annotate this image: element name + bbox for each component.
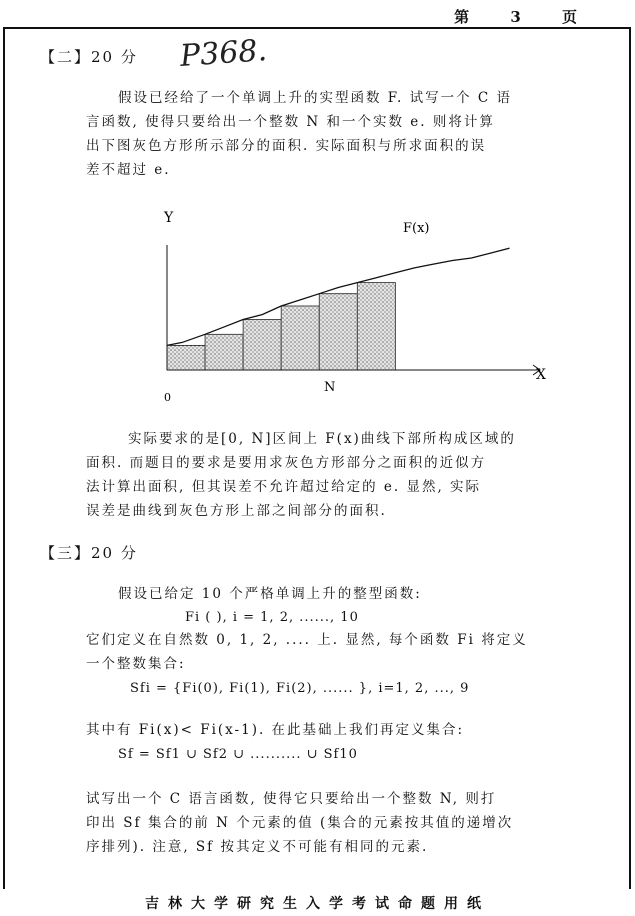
section2-line-4: 差不超过 e. — [86, 162, 171, 178]
x-axis-label: X — [536, 367, 546, 383]
section3-formula-1: Fi ( ), i = 1, 2, ......, 10 — [185, 610, 359, 625]
gray-area-bar — [281, 306, 319, 370]
section3-line-1: 假设已给定 10 个严格单调上升的整型函数: — [118, 586, 422, 602]
task-line-2: 印出 Sf 集合的前 N 个元素的值 (集合的元素按其值的递增次 — [86, 815, 514, 831]
section3-formula-2: Sfi = {Fi(0), Fi(1), Fi(2), ...... }, i=1, 2, ..., 9 — [130, 681, 470, 696]
explanation-line-3: 法计算出面积, 但其误差不允许超过给定的 e. 显然, 实际 — [86, 479, 482, 495]
section3-line-2: 它们定义在自然数 0, 1, 2, .... 上. 显然, 每个函数 Fi 将定义 — [86, 632, 528, 648]
curve-label: F(x) — [403, 221, 430, 236]
handwritten-note: P368. — [178, 33, 269, 74]
page-number: 第 3 页 — [454, 8, 595, 26]
task-line-1: 试写出一个 C 语言函数, 使得它只要给出一个整数 N, 则打 — [86, 791, 497, 807]
gray-area-bar — [205, 334, 243, 370]
task-line-3: 序排列). 注意, Sf 按其定义不可能有相同的元素. — [86, 839, 429, 855]
gray-area-bar — [319, 294, 357, 370]
y-axis-label: Y — [164, 210, 174, 226]
origin-label: 0 — [164, 391, 171, 404]
section3-heading: 【三】20 分 — [40, 544, 138, 562]
n-mark-label: N — [324, 380, 336, 395]
gray-area-bar — [167, 345, 205, 370]
area-approximation-chart — [150, 205, 570, 410]
section2-line-3: 出下图灰色方形所示部分的面积. 实际面积与所求面积的误 — [86, 138, 487, 154]
footer-title: 吉林大学研究生入学考试命题用纸 — [145, 896, 490, 912]
explanation-line-2: 面积. 而题目的要求是要用求灰色方形部分之面积的近似方 — [86, 455, 487, 471]
section3-line-3: 一个整数集合: — [86, 656, 186, 672]
gray-area-bar — [357, 283, 395, 370]
gray-area-bar — [243, 320, 281, 370]
section3-formula-3: Sf = Sf1 ∪ Sf2 ∪ .......... ∪ Sf10 — [118, 747, 358, 762]
section2-line-1: 假设已经给了一个单调上升的实型函数 F. 试写一个 C 语 — [118, 90, 513, 106]
explanation-line-1: 实际要求的是[0, N]区间上 F(x)曲线下部所构成区域的 — [128, 431, 516, 447]
section2-heading: 【二】20 分 — [40, 48, 138, 66]
explanation-line-4: 误差是曲线到灰色方形上部之间部分的面积. — [86, 503, 387, 519]
section3-line-4: 其中有 Fi(x)< Fi(x-1). 在此基础上我们再定义集合: — [86, 722, 465, 738]
section2-line-2: 言函数, 使得只要给出一个整数 N 和一个实数 e. 则将计算 — [86, 114, 495, 130]
